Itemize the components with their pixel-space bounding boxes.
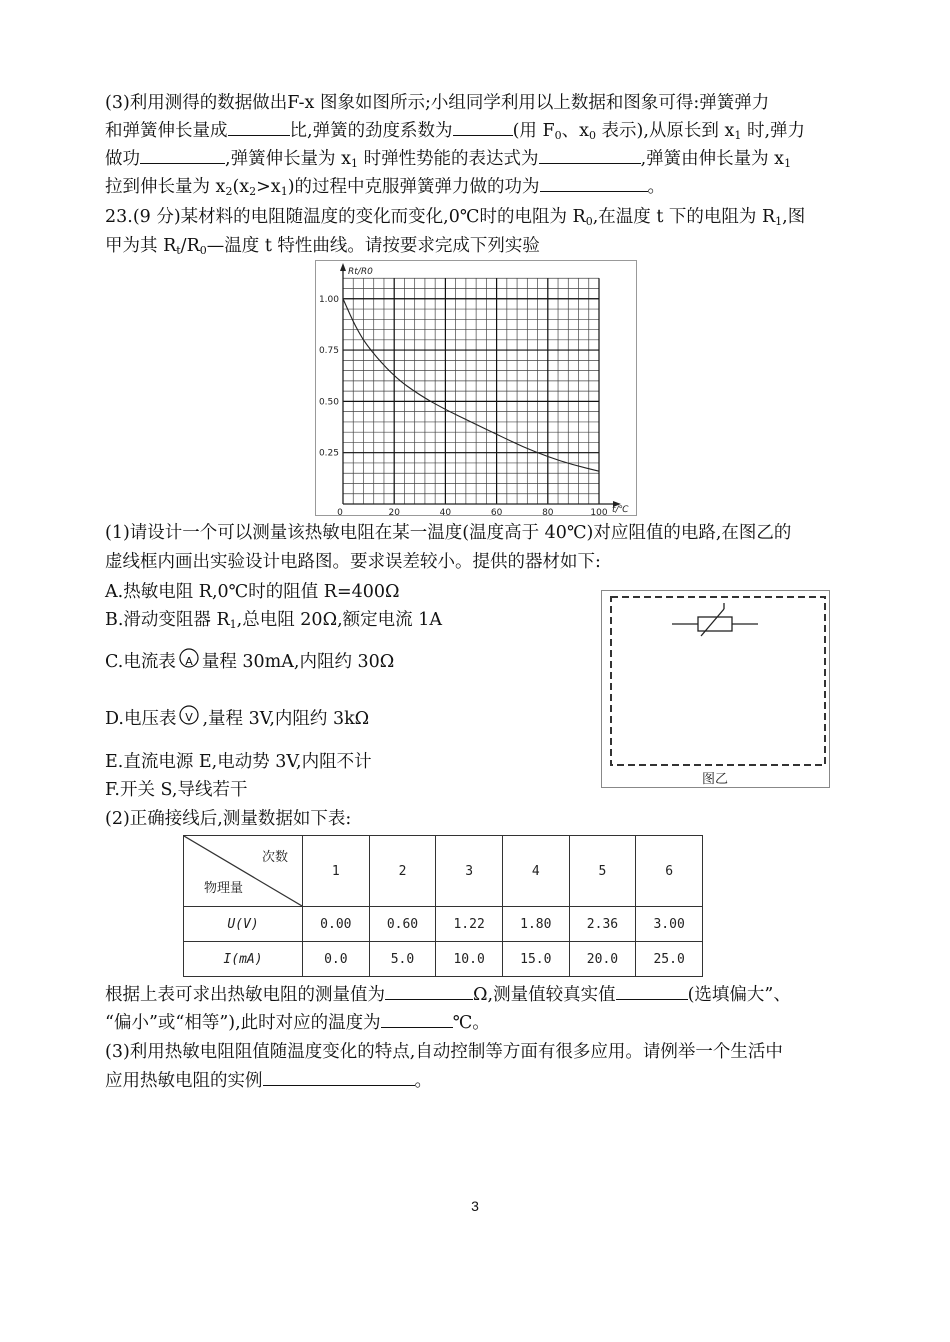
table-header-cell: 1 [303, 836, 370, 907]
x-tick-label: 80 [542, 508, 554, 516]
table-cell: 20.0 [569, 942, 636, 977]
y-tick-label: 0.75 [318, 346, 339, 357]
corner-bottom-label: 物理量 [204, 881, 244, 896]
x-tick-label: 60 [490, 508, 503, 516]
table-row [184, 907, 703, 942]
table-cell: 3.00 [636, 907, 703, 942]
equipment-a: A.热敏电阻 R,0℃时的阻值 R=400Ω [105, 582, 400, 602]
q23-p3-line-1: (3)利用热敏电阻阻值随温度变化的特点,自动控制等方面有很多应用。请例举一个生活中 [105, 1042, 783, 1062]
q23-header-line-2: 甲为其 $R_t/R_0—$温度 t 特性曲线。请按要求完成下列实验 [105, 236, 540, 257]
blank-temperature[interactable] [381, 1010, 453, 1028]
table-cell: 25.0 [636, 942, 703, 977]
q23-p2-line: (2)正确接线后,测量数据如下表: [105, 809, 352, 829]
q23-after-line-2: “偏小”或“相等”),此时对应的温度为 ℃。 [105, 1010, 490, 1037]
blank-measured-resistance[interactable] [385, 982, 473, 1000]
x-tick-label: 20 [388, 508, 400, 516]
q23-p1-line-1: (1)请设计一个可以测量该热敏电阻在某一温度(温度高于 40℃)对应阻值的电路,在图乙的 [105, 523, 792, 543]
measurement-table [183, 835, 703, 977]
svg-text:V: V [185, 711, 194, 724]
page-number: 3 [471, 1198, 479, 1214]
equipment-e: E.直流电源 E,电动势 3V,内阻不计 [105, 752, 372, 772]
x-tick-label: 0 [337, 508, 343, 516]
figure-b-caption: 图乙 [701, 772, 729, 787]
table-cell: 5.0 [369, 942, 436, 977]
table-row [184, 942, 703, 977]
table-header-cell: 4 [502, 836, 569, 907]
svg-text:A: A [185, 655, 193, 668]
q22-line-3: 做功 ,弹簧伸长量为 $x_1$ 时弹性势能的表达式为 ,弹簧由伸长量为 $x_1$ [105, 146, 791, 173]
equipment-b: B.滑动变阻器 $R_1$,总电阻 20Ω,额定电流 1A [105, 610, 442, 631]
figure-a-chart [315, 260, 637, 516]
table-cell: 10.0 [436, 942, 503, 977]
q23-after-line-1: 根据上表可求出热敏电阻的测量值为 Ω,测量值较真实值 (选填偏大”、 [105, 982, 791, 1009]
blank-application-example[interactable] [263, 1068, 415, 1086]
equipment-d: D.电压表 V ,量程 3V,内阻约 3kΩ [105, 704, 369, 733]
blank-error-direction[interactable] [616, 982, 688, 1000]
q22-line-4: 拉到伸长量为 $x_2(x_2>x_1)$的过程中克服弹簧弹力做的功为 。 [105, 174, 665, 201]
y-tick-label: 0.50 [318, 397, 339, 408]
table-header-cell: 3 [436, 836, 503, 907]
q23-p3-line-2: 应用热敏电阻的实例 。 [105, 1068, 432, 1095]
q23-header-line-1: 23.(9 分)某材料的电阻随温度的变化而变化,0℃时的电阻为 $R_0$,在温度 t 下的电阻为 $R_1$,图 [105, 207, 806, 228]
table-row-label: U(V) [184, 907, 303, 942]
table-header-cell: 6 [636, 836, 703, 907]
y-tick-label: 1.00 [318, 294, 339, 305]
x-axis-label: t/℃ [612, 505, 629, 515]
table-row-label: I(mA) [184, 942, 303, 977]
blank-spring-constant[interactable] [453, 118, 513, 136]
y-tick-label: 0.25 [318, 448, 339, 459]
x-tick-label: 100 [590, 508, 608, 516]
table-cell: 1.22 [436, 907, 503, 942]
y-axis-label: Rt/R0 [348, 267, 373, 277]
ammeter-icon [178, 647, 200, 671]
figure-b-circuit-frame[interactable] [601, 590, 830, 788]
blank-work[interactable] [140, 146, 225, 164]
equipment-f: F.开关 S,导线若干 [105, 780, 248, 800]
table-header-cell: 5 [569, 836, 636, 907]
q22-line-1: (3)利用测得的数据做出F-x 图象如图所示;小组同学利用以上数据和图象可得:弹簧弹力 [105, 93, 770, 113]
q22-line-2: 和弹簧伸长量成 比,弹簧的劲度系数为 (用 $F_0$、$x_0$ 表示),从原长到 $x_1$ 时,弹力 [105, 118, 805, 145]
table-cell: 15.0 [502, 942, 569, 977]
voltmeter-icon [178, 704, 200, 728]
table-header-cell: 2 [369, 836, 436, 907]
table-corner-cell [184, 836, 303, 907]
table-cell: 0.00 [303, 907, 370, 942]
equipment-c: C.电流表 A 量程 30mA,内阻约 30Ω [105, 647, 394, 676]
corner-top-label: 次数 [261, 850, 288, 865]
table-cell: 1.80 [502, 907, 569, 942]
table-cell: 2.36 [569, 907, 636, 942]
table-cell: 0.60 [369, 907, 436, 942]
blank-work-against[interactable] [540, 174, 648, 192]
blank-proportion[interactable] [228, 118, 290, 136]
q23-p1-line-2: 虚线框内画出实验设计电路图。要求误差较小。提供的器材如下: [105, 552, 601, 572]
blank-elastic-energy[interactable] [539, 146, 641, 164]
table-header-row [184, 836, 703, 907]
table-cell: 0.0 [303, 942, 370, 977]
x-tick-label: 40 [439, 508, 452, 516]
